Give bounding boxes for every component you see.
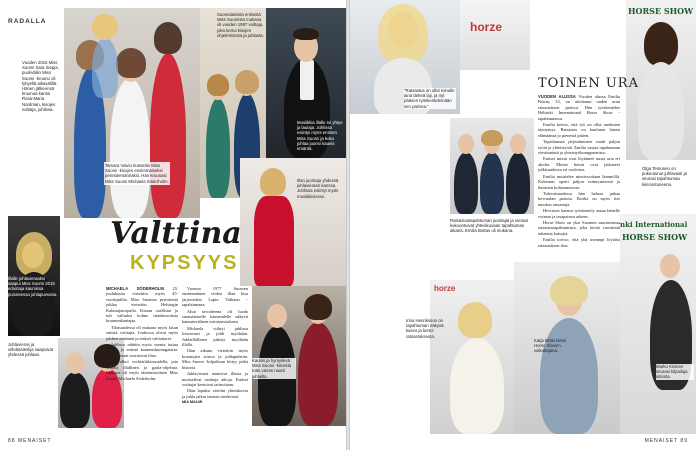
left-paragraph-10: Illan lopuksi otettiin yhteiskuvia ja juhla jatkui tanssin merkeissä.: [182, 388, 248, 399]
caption-photo-4: Musiikkia illalle toi yhtye ja laulaja. Juhlissa esiintyi myös entinen Miss Suomi ja koko juhlaa juonsi kaunis emäntä.: [297, 120, 343, 152]
right-paragraph-9: Emilia toivoo, että yhä useampi löytäisi ratsastuksen ilon.: [538, 237, 620, 248]
caption-photo-1: Vuoden 2015 Miss Suomi Sara Sieppi, puoliväliin Miss Suomi -kruunu oli lyhyellä aikavälillä. Hänen jälkeensä kruunua kantoi Rosa-Maria Nordman, kisojen voittaja, juhlissa.: [22, 60, 59, 112]
left-paragraph-6: Alun tavoitteena oli luoda suomalaiselle kauneudelle näkyvä kansainvälinen esiintymisalusta.: [182, 308, 248, 325]
photo-credit: MIA MALMI: [182, 400, 203, 405]
caption-right-2: Ratsastustapahtuman juontajat ja vieraat kokoontuivat yhteiskuvaan tapahtuman aikana. Emilia Bottas oli mukana.: [450, 218, 528, 234]
photo-pageant-group: [64, 8, 200, 218]
left-folio: 88 MENAISET: [8, 438, 52, 444]
photo-horze-event: [460, 0, 530, 70]
caption-right-5: Katja Bräki toimii Horse Show'n vaikuttajana.: [534, 338, 566, 354]
caption-right-6: Marko Kivinen seurasi kilpailuja aitiosta.: [656, 364, 694, 380]
section-label: RADALLA: [8, 18, 47, 25]
left-byline: MICHAELA SÖDERHOLM: [106, 286, 164, 291]
headline-top: Valttina: [110, 216, 242, 251]
left-paragraph-3: Juhlissa nähtiin myös monta tuttua kasvoa ja entistä kauneuskuningatarta. Kutsuvieraat seurasivat iltaa.: [106, 342, 178, 358]
left-page: [0, 0, 346, 450]
caption-photo-6: Illalle juhlavieraaksi saapui Miss Suomi 2015 edustaja kauniissa punaisessa juhlapuvussa.: [8, 276, 58, 297]
right-paragraph-1: Vuoden alussa Emilia Bottas, 33, on aloittanut uuden uran ratsastuksen parissa. Hän työskentelee Helsinki International Horse Show -tapahtumassa.: [538, 94, 620, 121]
caption-photo-5: Illan juontaja yhdessä juhlavieraan kanssa. Juhlissa esiintyi myös musiikkivieras.: [297, 178, 339, 199]
right-folio: MENAISET 89: [644, 438, 688, 444]
caption-right-3: Olga Temonen on pukeutunut juhlavasti ja seurasi tapahtumaa kiinnostuneena.: [642, 166, 687, 187]
right-paragraph-3: Tapahtuman järjestäminen vaatii paljon työtä ja yhteistyötä. Emilia vastaa tapahtuman viestinnästä ja yhteistyökumppaneista.: [538, 139, 620, 156]
right-paragraph-7: Hevosten kanssa työskentely antaa hänelle voimaa ja tasapainoa arkeen.: [538, 208, 620, 219]
right-page: [350, 0, 696, 450]
caption-photo-8: Kaunis ja hymyilevä Miss Suomi -kisoista tuttu vieras nautti juhlailta.: [252, 358, 296, 379]
right-byline: VUODEN ALUSSA: [538, 94, 576, 99]
photo-woman-white-coat: [430, 280, 514, 434]
headline-bottom: KYPSYYS: [130, 252, 239, 274]
left-paragraph-1: 25. joulukuuta vietettiin myös 45-vuotisjuhlia. Miss Suomen perinteistä juhlaa vietettiin Helsingin Kalastajatorpalla. Kisaan osallistui ja tuli valituksi kolme tämänvuotista kruununkantajaa.: [106, 286, 178, 324]
left-article-column-1: [106, 286, 178, 382]
right-headline: TOINEN URA: [538, 76, 639, 91]
international-logo: nki International: [620, 220, 688, 229]
photo-horse-show-banner: [620, 214, 696, 434]
left-paragraph-2: Tilaisuudessa oli mukana myös kisan entisiä voittajia. Joukossa olivat myös juhlien emännät ja entiset valtiattaret.: [106, 324, 178, 341]
right-paragraph-8: Horse Show on yksi Suomen suurimmista ratsastustapahtumista, joka kerää vuosittain tuhansia katsojia.: [538, 219, 620, 236]
left-article-column-2: [182, 286, 248, 407]
caption-photo-7: Juhlavieras ja viihdetaiteilija saapuivat yhdessä juhlaan.: [8, 342, 54, 358]
left-paragraph-5: Vuonna 1977 Suomen ensimmäinen viiden illan kisa järjestettiin Lapin Valtiatar -tapahtumana.: [182, 286, 248, 308]
caption-right-1: "Ratsastus on ollut minulle aina tärkeä laji, ja nyt pääsen työskentelemään sen parissa.": [404, 88, 455, 109]
caption-photo-3: Suomalaisista entisistä Miss Suomista mukana oli vuoden 1987 voittaja, joka kertoi kisojen ohjelmistosta ja juhlasta.: [217, 12, 264, 38]
caption-right-4: Irina Henriksson on tapahtuman näkyvä kasvo ja kertoi ratsastuksesta.: [406, 318, 444, 339]
horze-logo: horze: [470, 20, 503, 34]
horse-show-logo-mid: HORSE SHOW: [622, 232, 688, 242]
right-paragraph-2: Emilia kertoo, että työ on ollut unelmien täyttymys. Ratsastus on kuulunut hänen elämäänsä jo pienestä pitäen.: [538, 122, 620, 138]
right-paragraph-6: Tulevaisuudessa hän haluaa jatkaa hevosalan parissa. Emilia on myös itse innokas ratsastaja.: [538, 190, 620, 207]
right-article-column: [538, 94, 620, 249]
left-paragraph-4: Ilta alkoi cocktailtilaisuudella, jota seurasi illallinen ja gaala-ohjelma. Mukana oli myös tämänvuotinen Miss Suomi Michaela Söderholm.: [106, 359, 178, 381]
right-paragraph-4: Entiset missit ovat löytäneet uusia uria eri aloilta. Monet heistä ovat jatkaneet julkisuudessa eri rooleissa.: [538, 156, 620, 173]
photo-couple-red-carpet: [252, 286, 346, 426]
horse-show-logo-top: HORSE SHOW: [628, 6, 694, 16]
horze-logo-bottom: horze: [434, 284, 456, 293]
left-paragraph-9: Juhlavieraat nauttivat illasta ja muistelivat vanhoja aikoja. Entiset voittajat kertoivat tarinoitaan.: [182, 371, 248, 387]
caption-photo-2: Tamara Vaivio kutsuttiin Miss Suomi -kisojen ensimmäiseksi perintöemännäksi. Hän kruunasi Miss Suomi Michaela Söderholm.: [105, 163, 169, 184]
photo-group-trio: [450, 118, 534, 214]
right-paragraph-5: Emilia muistelee missivuottaan lämmöllä. Kokemus opetti paljon esiintymisestä ja ihmisten kohtaamisesta.: [538, 173, 620, 190]
left-paragraph-8: Illan aikana vietettiin myös kruunujen siirtoa ja juhlapuheita. Miss Suomi -kilpailuun liittyy pitkä historia.: [182, 348, 248, 370]
left-paragraph-7: Michaela viihtyi juhlissa loistavasti ja juhli myöhään. Juhlaillallinen päättyi myöhään illalla.: [182, 325, 248, 348]
